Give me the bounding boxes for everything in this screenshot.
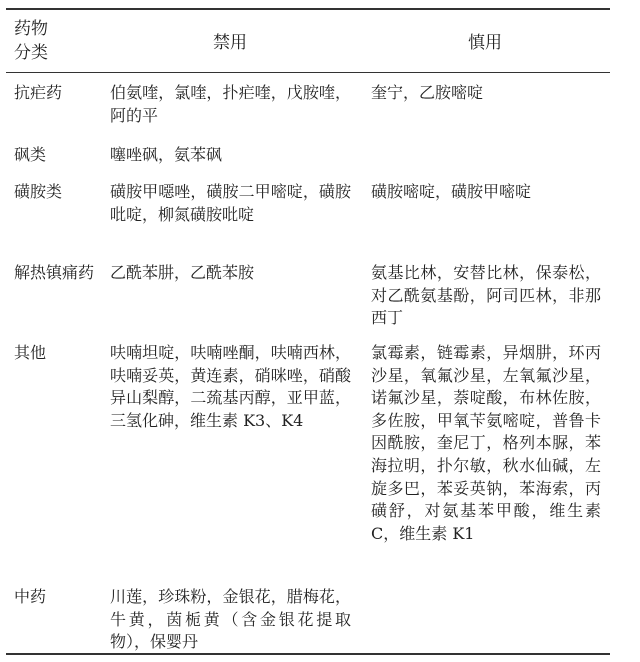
category-cell: 砜类: [14, 145, 47, 164]
forbidden-cell: 伯氨喹，氯喹，扑疟喹，戊胺喹，阿的平: [110, 83, 351, 125]
caution-cell: 氯霉素，链霉素，异烟肼，环丙沙星，氧氟沙星，左氧氟沙星，诺氟沙星，萘啶酸，布林佐胺，多佐胺，甲氧苄氨嘧啶，普鲁卡因酰胺，奎尼丁，格列本脲，苯海拉明，扑尔敏，秋水仙碱，左旋多巴，苯妥英钠，苯海索，丙磺舒，对氨基苯甲酸，维生素 C，维生素 K1: [371, 343, 601, 543]
category-cell: 解热镇痛药: [14, 263, 95, 282]
category-cell: 磺胺类: [14, 182, 63, 201]
header-drug-class: [14, 17, 94, 65]
caution-cell: 奎宁，乙胺嘧啶: [371, 83, 484, 102]
caution-cell: 磺胺嘧啶，磺胺甲嘧啶: [371, 182, 532, 201]
table-top-rule: [6, 8, 610, 10]
header-drug-class-line2: 分类: [14, 43, 48, 63]
category-cell: 其他: [14, 343, 47, 362]
forbidden-cell: 川莲，珍珠粉，金银花，腊梅花，牛黄，茵栀黄（含金银花提取物），保婴丹: [110, 587, 351, 652]
forbidden-cell: 呋喃坦啶，呋喃唑酮，呋喃西林，呋喃妥英，黄连素，硝咪唑，硝酸异山梨醇，二巯基丙醇，亚甲蓝，三氢化砷，维生素 K3、K4: [110, 343, 351, 430]
table-bottom-rule: [6, 653, 610, 655]
forbidden-cell: 乙酰苯肼，乙酰苯胺: [110, 263, 255, 282]
header-caution: 慎用: [468, 33, 502, 53]
header-forbidden: 禁用: [213, 33, 247, 53]
header-rule: [6, 72, 610, 73]
header-drug-class-line1: 药物: [14, 19, 48, 39]
caution-cell: 氨基比林，安替比林，保泰松，对乙酰氨基酚，阿司匹林，非那西丁: [371, 263, 601, 328]
forbidden-cell: 磺胺甲噁唑，磺胺二甲嘧啶，磺胺吡啶，柳氮磺胺吡啶: [110, 182, 351, 224]
category-cell: 抗疟药: [14, 83, 63, 102]
forbidden-cell: 噻唑砜，氨苯砜: [110, 145, 223, 164]
category-cell: 中药: [14, 587, 47, 606]
